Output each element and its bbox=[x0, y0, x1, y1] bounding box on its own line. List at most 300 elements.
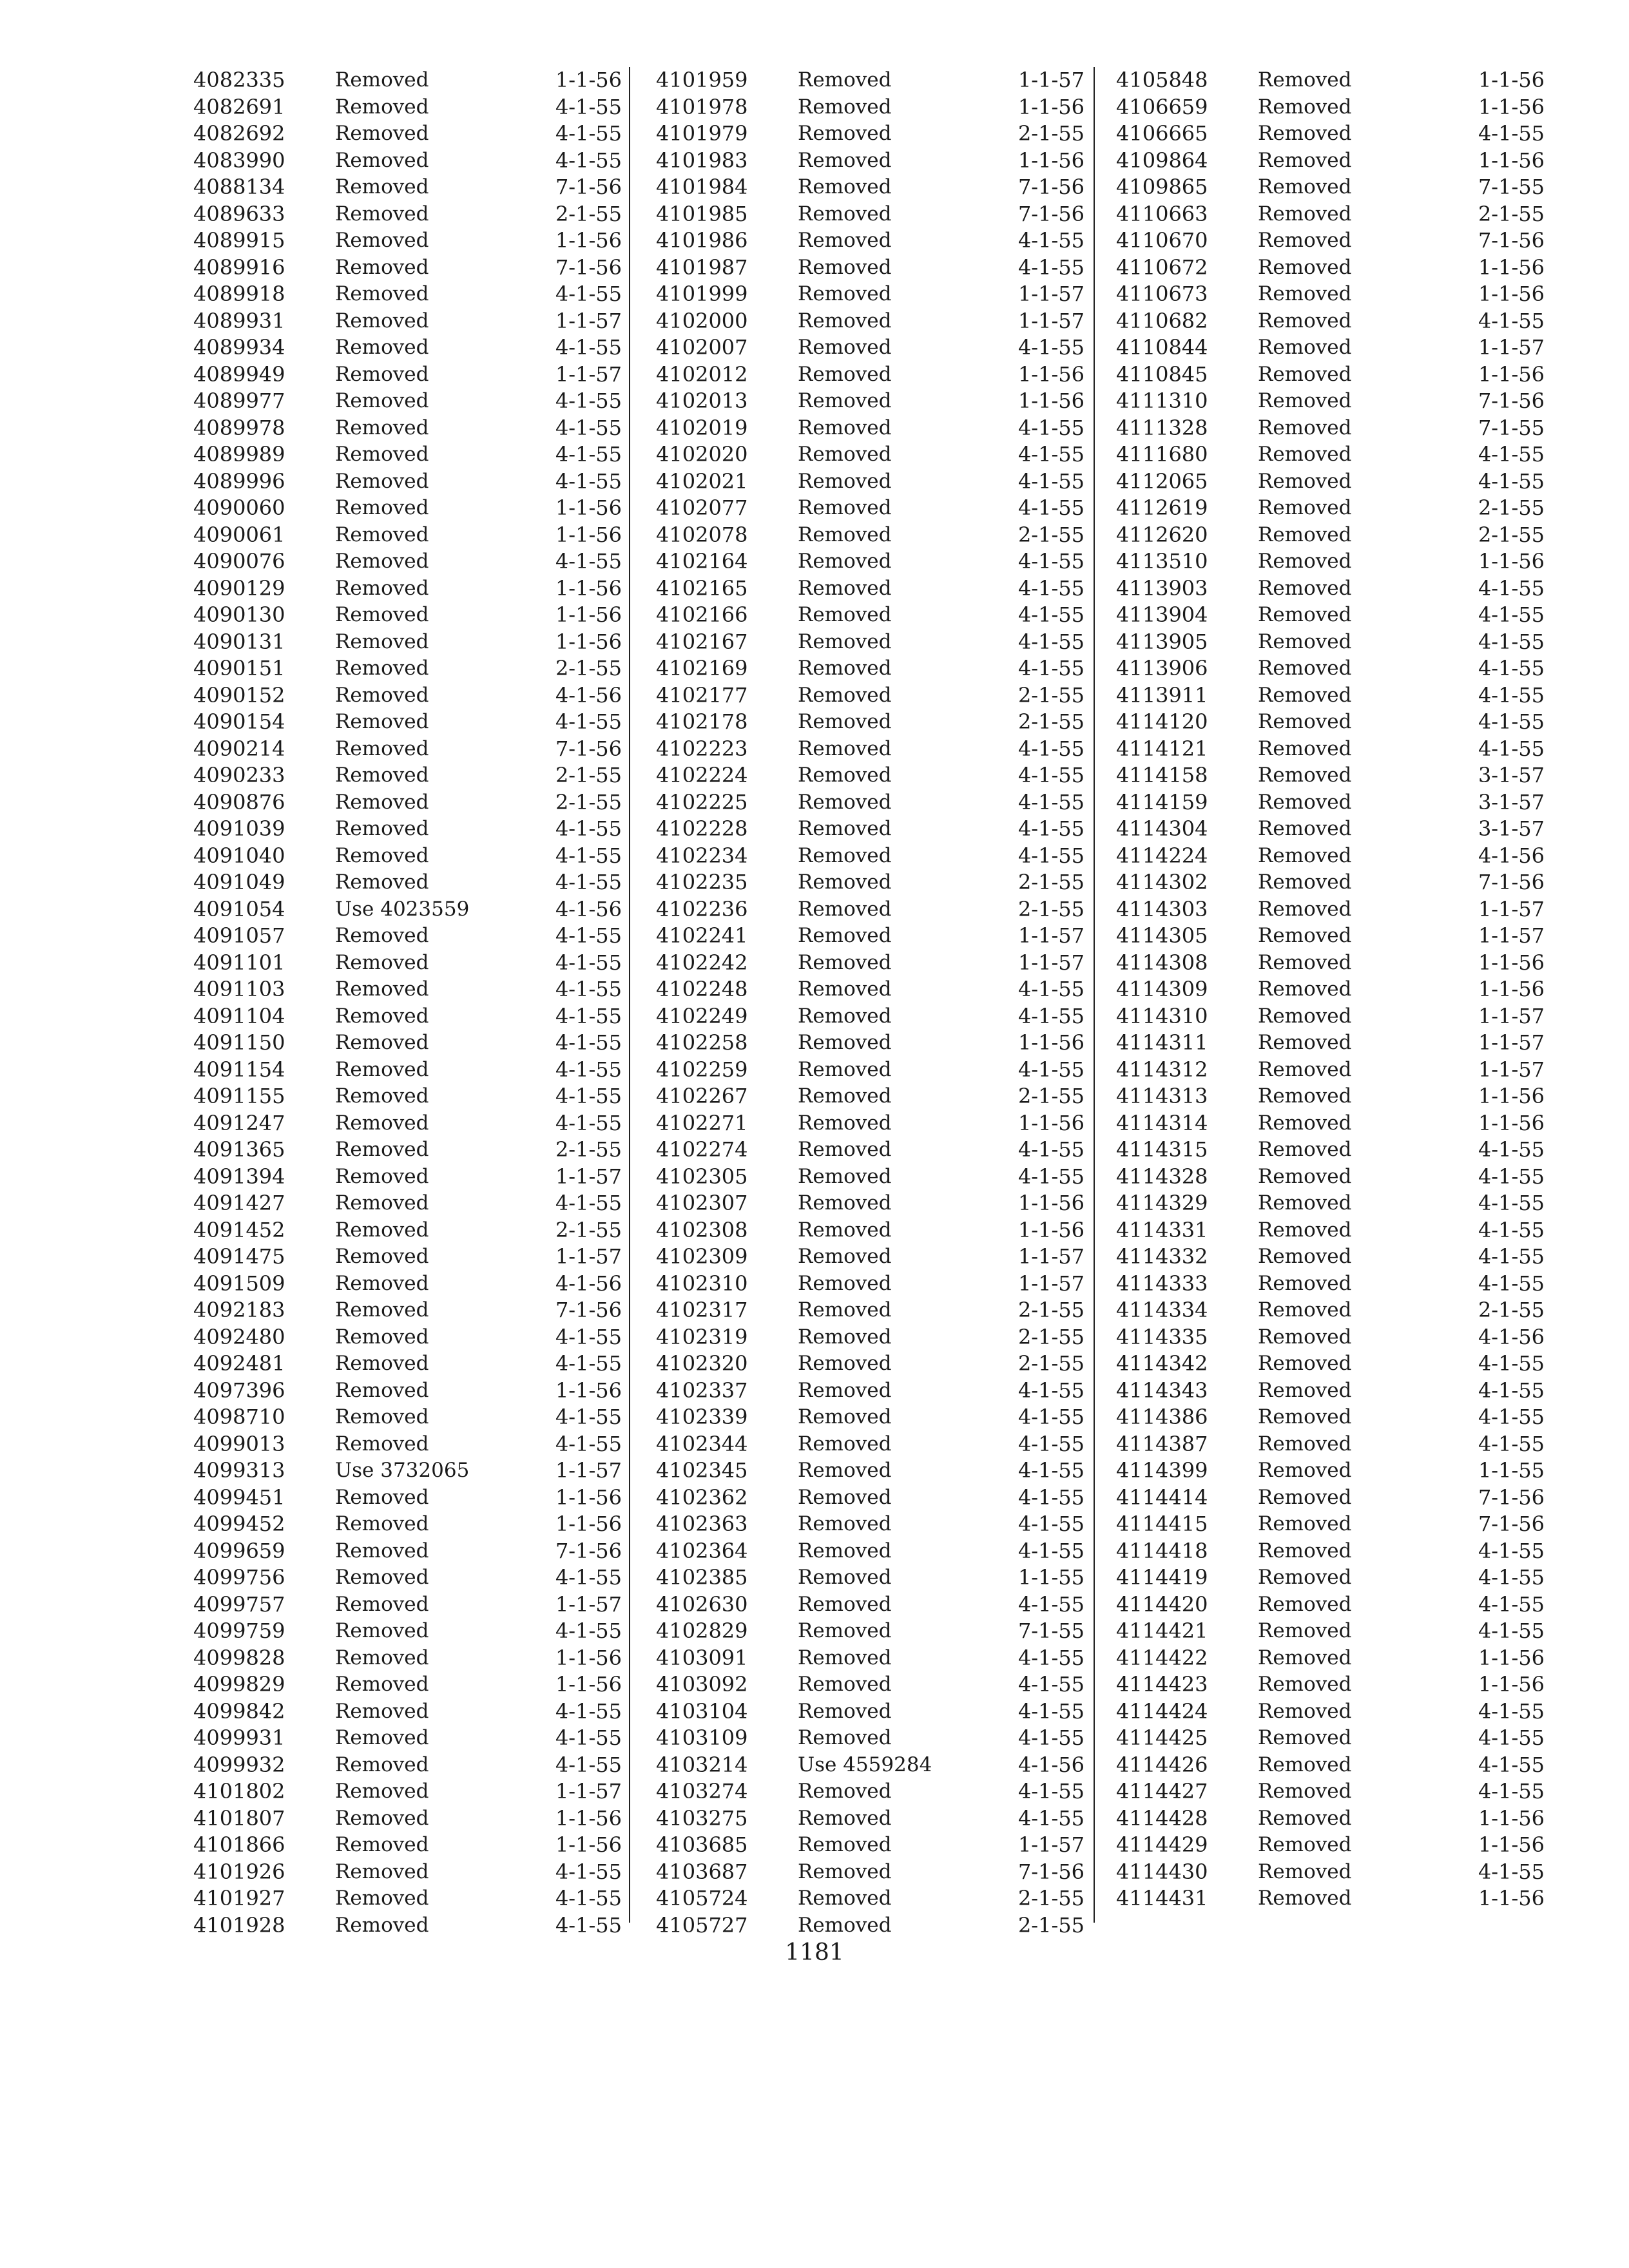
part-number: 4082335 bbox=[193, 68, 285, 92]
status-text: Removed bbox=[1258, 1031, 1352, 1054]
part-number: 4099013 bbox=[193, 1431, 285, 1456]
effective-date: 4-1-55 bbox=[555, 549, 622, 573]
effective-date: 4-1-55 bbox=[555, 282, 622, 306]
list-item bbox=[1116, 361, 1545, 389]
status-text: Removed bbox=[1258, 336, 1352, 359]
list-item bbox=[193, 495, 622, 522]
status-text: Removed bbox=[798, 1218, 892, 1242]
part-number: 4090076 bbox=[193, 549, 285, 573]
list-item bbox=[193, 682, 622, 709]
list-item bbox=[656, 1217, 1084, 1244]
list-item bbox=[193, 1511, 622, 1538]
effective-date: 4-1-55 bbox=[1478, 1619, 1545, 1643]
status-text: Removed bbox=[798, 683, 892, 707]
part-number: 4102225 bbox=[656, 789, 748, 814]
part-number: 4101979 bbox=[656, 121, 748, 146]
effective-date: 4-1-55 bbox=[1017, 1645, 1084, 1670]
part-number: 4103687 bbox=[656, 1859, 748, 1884]
part-number: 4102234 bbox=[656, 843, 748, 868]
list-item bbox=[656, 736, 1084, 763]
part-number: 4102177 bbox=[656, 682, 748, 707]
part-number: 4102271 bbox=[656, 1110, 748, 1135]
part-number: 4092481 bbox=[193, 1351, 285, 1376]
list-item bbox=[1116, 281, 1545, 308]
list-item bbox=[656, 1404, 1084, 1431]
effective-date: 4-1-55 bbox=[1017, 1378, 1084, 1403]
list-item bbox=[656, 1324, 1084, 1351]
effective-date: 4-1-55 bbox=[1017, 763, 1084, 787]
effective-date: 4-1-55 bbox=[1478, 1725, 1545, 1750]
effective-date: 2-1-55 bbox=[1017, 522, 1084, 547]
effective-date: 4-1-55 bbox=[555, 1405, 622, 1429]
list-item bbox=[656, 1511, 1084, 1538]
list-item bbox=[193, 655, 622, 682]
status-text: Removed bbox=[335, 95, 429, 119]
status-text: Removed bbox=[335, 1405, 429, 1428]
part-number: 4101986 bbox=[656, 228, 748, 253]
list-item bbox=[193, 1324, 622, 1351]
list-item bbox=[1116, 1083, 1545, 1110]
status-text: Removed bbox=[1258, 603, 1352, 626]
list-item bbox=[656, 1244, 1084, 1271]
part-number: 4091039 bbox=[193, 816, 285, 841]
effective-date: 4-1-55 bbox=[1017, 843, 1084, 868]
status-text: Removed bbox=[798, 1057, 892, 1081]
list-item bbox=[1116, 1805, 1545, 1832]
status-text: Removed bbox=[798, 1191, 892, 1215]
status-text: Removed bbox=[798, 229, 892, 252]
status-text: Removed bbox=[335, 657, 429, 680]
effective-date: 2-1-55 bbox=[1017, 121, 1084, 146]
status-text: Removed bbox=[1258, 817, 1352, 840]
status-text: Removed bbox=[335, 1271, 429, 1295]
list-item bbox=[1116, 1271, 1545, 1298]
part-number: 4099931 bbox=[193, 1725, 285, 1750]
status-text: Removed bbox=[798, 1539, 892, 1562]
list-item bbox=[656, 1591, 1084, 1619]
part-number: 4114386 bbox=[1116, 1405, 1208, 1429]
list-item bbox=[656, 174, 1084, 201]
list-item bbox=[1116, 120, 1545, 148]
status-text: Removed bbox=[1258, 1111, 1352, 1135]
part-number: 4106659 bbox=[1116, 94, 1208, 119]
list-item bbox=[193, 1003, 622, 1030]
status-text: Removed bbox=[798, 550, 892, 573]
effective-date: 4-1-55 bbox=[555, 442, 622, 466]
list-item bbox=[1116, 227, 1545, 255]
part-number: 4091054 bbox=[193, 896, 285, 921]
part-number: 4097396 bbox=[193, 1378, 285, 1403]
list-item bbox=[1116, 1350, 1545, 1378]
status-text: Removed bbox=[1258, 1646, 1352, 1669]
part-number: 4114334 bbox=[1116, 1298, 1208, 1322]
list-item bbox=[656, 1083, 1084, 1110]
effective-date: 1-1-56 bbox=[555, 1645, 622, 1670]
status-text: Removed bbox=[1258, 1753, 1352, 1776]
effective-date: 7-1-55 bbox=[1017, 1619, 1084, 1643]
effective-date: 7-1-56 bbox=[1478, 1512, 1545, 1536]
status-text: Removed bbox=[335, 148, 429, 172]
part-number: 4113905 bbox=[1116, 629, 1208, 654]
part-number: 4101987 bbox=[656, 255, 748, 280]
status-text: Removed bbox=[1258, 496, 1352, 519]
effective-date: 1-1-56 bbox=[1478, 1886, 1545, 1910]
effective-date: 4-1-55 bbox=[1478, 1538, 1545, 1563]
part-number: 4103274 bbox=[656, 1779, 748, 1803]
effective-date: 4-1-55 bbox=[1017, 1672, 1084, 1696]
status-text: Removed bbox=[1258, 1325, 1352, 1349]
status-text: Removed bbox=[1258, 710, 1352, 733]
effective-date: 4-1-55 bbox=[555, 709, 622, 734]
status-text: Removed bbox=[335, 977, 429, 1001]
status-text: Removed bbox=[1258, 1459, 1352, 1482]
status-text: Removed bbox=[798, 1004, 892, 1028]
status-text: Removed bbox=[1258, 1806, 1352, 1830]
list-item bbox=[193, 468, 622, 495]
part-number: 4090233 bbox=[193, 763, 285, 787]
effective-date: 4-1-55 bbox=[1478, 121, 1545, 146]
list-item bbox=[1116, 308, 1545, 335]
part-number: 4091155 bbox=[193, 1084, 285, 1108]
effective-date: 2-1-55 bbox=[555, 1137, 622, 1162]
part-number: 4112065 bbox=[1116, 468, 1208, 494]
part-number: 4102317 bbox=[656, 1298, 748, 1322]
effective-date: 1-1-56 bbox=[555, 1805, 622, 1831]
effective-date: 1-1-56 bbox=[1478, 950, 1545, 975]
list-item bbox=[193, 1538, 622, 1565]
effective-date: 1-1-57 bbox=[1017, 308, 1084, 333]
list-item bbox=[193, 1778, 622, 1805]
part-number: 4114328 bbox=[1116, 1164, 1208, 1189]
status-text: Removed bbox=[335, 924, 429, 947]
list-item bbox=[1116, 1431, 1545, 1458]
effective-date: 4-1-55 bbox=[1478, 1164, 1545, 1189]
list-item bbox=[1116, 896, 1545, 923]
effective-date: 1-1-56 bbox=[1478, 94, 1545, 119]
effective-date: 7-1-56 bbox=[555, 255, 622, 280]
part-number: 4091057 bbox=[193, 923, 285, 948]
list-item bbox=[193, 976, 622, 1003]
list-item bbox=[193, 789, 622, 816]
part-number: 4089989 bbox=[193, 442, 285, 466]
part-number: 4103104 bbox=[656, 1698, 748, 1724]
list-item bbox=[1116, 1538, 1545, 1565]
list-item bbox=[1116, 950, 1545, 977]
part-number: 4114419 bbox=[1116, 1565, 1208, 1590]
part-number: 4114399 bbox=[1116, 1458, 1208, 1483]
list-item bbox=[656, 682, 1084, 709]
part-number: 4103214 bbox=[656, 1752, 748, 1777]
part-number: 4099313 bbox=[193, 1458, 285, 1483]
part-number: 4083990 bbox=[193, 148, 285, 173]
page-number: 1181 bbox=[785, 1939, 844, 1966]
part-number: 4082692 bbox=[193, 121, 285, 146]
list-item bbox=[656, 843, 1084, 870]
list-item bbox=[656, 1645, 1084, 1672]
status-text: Removed bbox=[1258, 1619, 1352, 1642]
status-text: Removed bbox=[1258, 1218, 1352, 1242]
part-number: 4092183 bbox=[193, 1298, 285, 1322]
part-number: 4113903 bbox=[1116, 575, 1208, 601]
part-number: 4102305 bbox=[656, 1164, 748, 1189]
part-number: 4111310 bbox=[1116, 389, 1208, 413]
list-item bbox=[656, 602, 1084, 629]
effective-date: 1-1-57 bbox=[1017, 950, 1084, 975]
status-text: Removed bbox=[1258, 309, 1352, 332]
effective-date: 1-1-56 bbox=[1478, 255, 1545, 280]
list-item bbox=[193, 1378, 622, 1405]
effective-date: 4-1-55 bbox=[1017, 1779, 1084, 1803]
part-number: 4090876 bbox=[193, 789, 285, 814]
effective-date: 4-1-55 bbox=[1017, 1591, 1084, 1617]
status-text: Removed bbox=[335, 469, 429, 493]
list-item bbox=[193, 1110, 622, 1137]
part-number: 4102007 bbox=[656, 335, 748, 360]
list-item bbox=[193, 575, 622, 602]
status-text: Use 3732065 bbox=[335, 1459, 470, 1482]
status-text: Removed bbox=[335, 523, 429, 546]
list-item bbox=[1116, 67, 1545, 94]
effective-date: 2-1-55 bbox=[555, 201, 622, 226]
effective-date: 1-1-56 bbox=[555, 228, 622, 253]
status-text: Removed bbox=[335, 1031, 429, 1054]
part-number: 4114343 bbox=[1116, 1378, 1208, 1403]
effective-date: 1-1-57 bbox=[1478, 1057, 1545, 1082]
effective-date: 4-1-55 bbox=[1478, 1779, 1545, 1803]
status-text: Removed bbox=[1258, 1673, 1352, 1696]
effective-date: 7-1-56 bbox=[555, 1538, 622, 1563]
part-number: 4114329 bbox=[1116, 1191, 1208, 1215]
status-text: Removed bbox=[798, 1833, 892, 1856]
list-item bbox=[193, 1698, 622, 1725]
list-item bbox=[656, 1725, 1084, 1752]
effective-date: 1-1-57 bbox=[555, 361, 622, 387]
part-number: 4101807 bbox=[193, 1805, 285, 1831]
list-item bbox=[1116, 655, 1545, 682]
part-number: 4102164 bbox=[656, 549, 748, 573]
list-item bbox=[1116, 1618, 1545, 1645]
status-text: Removed bbox=[1258, 977, 1352, 1001]
effective-date: 4-1-55 bbox=[1017, 1164, 1084, 1189]
part-number: 4091509 bbox=[193, 1271, 285, 1296]
part-number: 4114387 bbox=[1116, 1431, 1208, 1456]
list-item bbox=[656, 950, 1084, 977]
effective-date: 4-1-55 bbox=[1017, 255, 1084, 280]
part-number: 4091427 bbox=[193, 1191, 285, 1215]
status-text: Removed bbox=[1258, 1352, 1352, 1375]
effective-date: 4-1-55 bbox=[555, 1431, 622, 1456]
part-number: 4101802 bbox=[193, 1779, 285, 1803]
status-text: Removed bbox=[1258, 870, 1352, 894]
effective-date: 4-1-55 bbox=[555, 1886, 622, 1910]
part-number: 4102013 bbox=[656, 389, 748, 413]
effective-date: 4-1-55 bbox=[555, 1084, 622, 1108]
list-item bbox=[1116, 1217, 1545, 1244]
effective-date: 2-1-55 bbox=[555, 789, 622, 814]
list-item bbox=[1116, 816, 1545, 843]
effective-date: 2-1-55 bbox=[1478, 522, 1545, 547]
status-text: Removed bbox=[335, 843, 429, 867]
list-item bbox=[656, 1137, 1084, 1164]
status-text: Removed bbox=[335, 1673, 429, 1696]
part-number: 4088134 bbox=[193, 175, 285, 199]
status-text: Removed bbox=[335, 122, 429, 145]
part-number: 4102364 bbox=[656, 1538, 748, 1563]
part-number: 4090214 bbox=[193, 736, 285, 761]
list-item bbox=[656, 1431, 1084, 1458]
effective-date: 4-1-55 bbox=[1017, 1458, 1084, 1483]
list-item bbox=[656, 896, 1084, 923]
status-text: Removed bbox=[1258, 175, 1352, 198]
effective-date: 4-1-56 bbox=[555, 1271, 622, 1296]
list-item bbox=[193, 1618, 622, 1645]
effective-date: 4-1-55 bbox=[555, 121, 622, 146]
effective-date: 1-1-57 bbox=[1017, 1244, 1084, 1269]
effective-date: 4-1-55 bbox=[555, 1725, 622, 1750]
effective-date: 4-1-55 bbox=[1478, 1698, 1545, 1724]
list-item bbox=[656, 281, 1084, 308]
status-text: Removed bbox=[798, 843, 892, 867]
effective-date: 4-1-55 bbox=[555, 950, 622, 975]
part-number: 4114331 bbox=[1116, 1217, 1208, 1242]
part-number: 4102307 bbox=[656, 1191, 748, 1215]
part-number: 4110673 bbox=[1116, 282, 1208, 306]
status-text: Removed bbox=[335, 1164, 429, 1188]
list-item bbox=[1116, 762, 1545, 789]
part-number: 4114431 bbox=[1116, 1886, 1208, 1910]
effective-date: 2-1-55 bbox=[555, 763, 622, 787]
list-item bbox=[656, 441, 1084, 468]
status-text: Removed bbox=[335, 1352, 429, 1375]
list-item bbox=[1116, 1645, 1545, 1672]
status-text: Removed bbox=[798, 1084, 892, 1108]
effective-date: 1-1-56 bbox=[1478, 1110, 1545, 1135]
list-item bbox=[656, 575, 1084, 602]
part-number: 4090154 bbox=[193, 709, 285, 734]
status-text: Removed bbox=[1258, 629, 1352, 653]
status-text: Removed bbox=[798, 1485, 892, 1509]
part-number: 4111680 bbox=[1116, 442, 1208, 466]
status-text: Removed bbox=[798, 924, 892, 947]
part-number: 4089978 bbox=[193, 415, 285, 440]
list-item bbox=[1116, 201, 1545, 228]
effective-date: 1-1-57 bbox=[1017, 1832, 1084, 1857]
list-item bbox=[193, 869, 622, 896]
part-number: 4102169 bbox=[656, 656, 748, 680]
part-number: 4102258 bbox=[656, 1030, 748, 1055]
list-item bbox=[193, 334, 622, 361]
list-item bbox=[193, 1083, 622, 1110]
status-text: Removed bbox=[1258, 843, 1352, 867]
effective-date: 1-1-56 bbox=[555, 495, 622, 520]
effective-date: 2-1-55 bbox=[1017, 682, 1084, 707]
list-item bbox=[193, 1885, 622, 1912]
part-number: 4090060 bbox=[193, 495, 285, 520]
status-text: Removed bbox=[335, 1646, 429, 1669]
status-text: Removed bbox=[335, 1325, 429, 1349]
status-text: Removed bbox=[335, 443, 429, 466]
effective-date: 7-1-56 bbox=[555, 736, 622, 761]
status-text: Removed bbox=[1258, 1004, 1352, 1028]
list-item bbox=[193, 1431, 622, 1458]
status-text: Removed bbox=[335, 1699, 429, 1723]
part-number: 4114310 bbox=[1116, 1003, 1208, 1028]
part-number: 4114429 bbox=[1116, 1832, 1208, 1857]
status-text: Removed bbox=[335, 1218, 429, 1242]
list-item bbox=[1116, 1244, 1545, 1271]
status-text: Removed bbox=[335, 790, 429, 814]
status-text: Removed bbox=[798, 1378, 892, 1402]
status-text: Removed bbox=[335, 1138, 429, 1161]
part-number: 4102021 bbox=[656, 468, 748, 494]
part-number: 4102362 bbox=[656, 1485, 748, 1510]
status-text: Removed bbox=[798, 122, 892, 145]
status-text: Removed bbox=[798, 523, 892, 546]
part-number: 4101926 bbox=[193, 1859, 285, 1884]
effective-date: 4-1-55 bbox=[1478, 1752, 1545, 1777]
part-number: 4102078 bbox=[656, 522, 748, 547]
effective-date: 2-1-55 bbox=[1478, 495, 1545, 520]
effective-date: 1-1-56 bbox=[555, 522, 622, 547]
list-item bbox=[1116, 1752, 1545, 1779]
status-text: Removed bbox=[798, 1245, 892, 1268]
list-item bbox=[656, 120, 1084, 148]
effective-date: 4-1-55 bbox=[1478, 629, 1545, 654]
list-item bbox=[656, 869, 1084, 896]
status-text: Removed bbox=[798, 576, 892, 600]
part-number: 4092480 bbox=[193, 1324, 285, 1349]
effective-date: 4-1-55 bbox=[1017, 549, 1084, 573]
effective-date: 4-1-55 bbox=[1478, 468, 1545, 494]
effective-date: 1-1-56 bbox=[1478, 977, 1545, 1001]
part-number: 4090152 bbox=[193, 682, 285, 707]
part-number: 4114335 bbox=[1116, 1324, 1208, 1349]
list-item bbox=[656, 522, 1084, 549]
part-number: 4113911 bbox=[1116, 682, 1208, 707]
status-text: Removed bbox=[335, 1298, 429, 1321]
part-number: 4091104 bbox=[193, 1003, 285, 1028]
effective-date: 2-1-55 bbox=[1017, 1351, 1084, 1376]
effective-date: 1-1-56 bbox=[555, 1512, 622, 1536]
effective-date: 4-1-55 bbox=[1478, 1591, 1545, 1617]
status-text: Removed bbox=[798, 1860, 892, 1883]
effective-date: 1-1-56 bbox=[1017, 148, 1084, 173]
part-number: 4099756 bbox=[193, 1565, 285, 1590]
status-text: Removed bbox=[1258, 148, 1352, 172]
status-text: Removed bbox=[1258, 255, 1352, 279]
list-item bbox=[193, 762, 622, 789]
part-number: 4103275 bbox=[656, 1805, 748, 1831]
status-text: Removed bbox=[1258, 362, 1352, 386]
list-item bbox=[1116, 1378, 1545, 1405]
list-item bbox=[193, 1137, 622, 1164]
effective-date: 4-1-55 bbox=[1478, 682, 1545, 707]
effective-date: 4-1-55 bbox=[555, 1030, 622, 1055]
list-item bbox=[1116, 334, 1545, 361]
list-item bbox=[193, 1350, 622, 1378]
status-text: Removed bbox=[798, 443, 892, 466]
effective-date: 1-1-56 bbox=[1478, 1672, 1545, 1696]
part-number: 4114309 bbox=[1116, 977, 1208, 1001]
status-text: Removed bbox=[798, 950, 892, 974]
effective-date: 2-1-55 bbox=[1017, 1084, 1084, 1108]
list-item bbox=[656, 1618, 1084, 1645]
effective-date: 1-1-56 bbox=[555, 68, 622, 92]
part-number: 4102236 bbox=[656, 896, 748, 921]
effective-date: 1-1-56 bbox=[555, 1485, 622, 1510]
list-item bbox=[656, 1350, 1084, 1378]
effective-date: 7-1-56 bbox=[1017, 201, 1084, 226]
